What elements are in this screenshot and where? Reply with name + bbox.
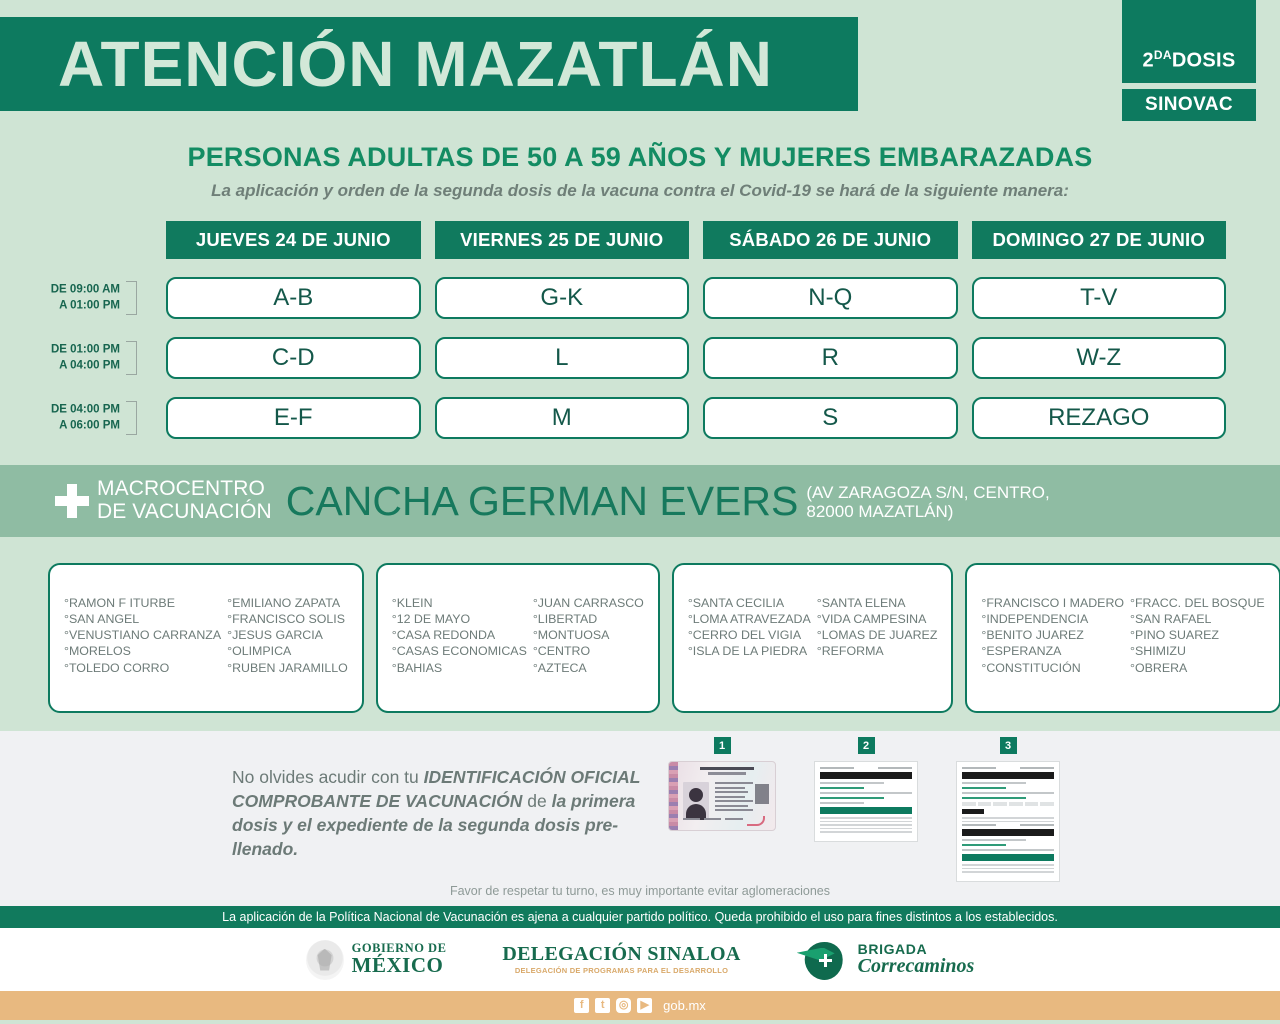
day-header-2: SÁBADO 26 DE JUNIO bbox=[703, 221, 958, 259]
form-paragraph bbox=[820, 831, 912, 833]
legal-disclaimer: La aplicación de la Política Nacional de Vacunación es ajena a cualquier partido político. Queda prohibido el uso para fines distintos a los establecidos. bbox=[0, 906, 1280, 928]
colonias-box-2 bbox=[672, 563, 954, 713]
colonia-item: °SANTA CECILIA bbox=[687, 596, 785, 610]
colonias-col-2-left bbox=[688, 595, 811, 711]
slot-0-2: N-Q bbox=[703, 277, 958, 319]
page-title: ATENCIÓN MAZATLÁN bbox=[58, 28, 773, 100]
colonia-item: °FRANCISCO I MADERO bbox=[981, 596, 1125, 610]
time-from-2: DE 04:00 PM bbox=[50, 403, 120, 416]
vaccine-badge bbox=[1122, 89, 1256, 121]
vaccination-certificate-image bbox=[814, 761, 918, 842]
colonias-col-3-right bbox=[1130, 595, 1265, 711]
gobierno-text bbox=[352, 942, 447, 976]
form-section-bar-2 bbox=[962, 854, 1054, 861]
slot-2-3: REZAGO bbox=[972, 397, 1227, 439]
colonia-item: °MONTUOSA bbox=[532, 628, 610, 643]
colonias-col-2-right bbox=[817, 595, 938, 711]
form-line bbox=[820, 797, 884, 799]
form-checkbox-grid bbox=[962, 802, 1054, 806]
address-line1: (AV ZARAGOZA S/N, CENTRO, bbox=[806, 482, 1050, 502]
macrocentro-label-line1: MACROCENTRO bbox=[97, 477, 265, 501]
form-title-bar bbox=[962, 772, 1054, 779]
form-paragraph bbox=[962, 868, 1054, 870]
colonia-item: °12 DE MAYO bbox=[391, 612, 471, 627]
colonias-col-1-right bbox=[533, 595, 644, 711]
audience-subtitle: PERSONAS ADULTAS DE 50 A 59 AÑOS Y MUJERES EMBARAZADAS bbox=[187, 142, 1093, 172]
colonia-item: °VENUSTIANO CARRANZA bbox=[64, 628, 222, 643]
gobierno-line1: GOBIERNO DE bbox=[351, 941, 447, 956]
form-header bbox=[820, 767, 912, 769]
page-title-bar bbox=[0, 17, 858, 111]
form-line bbox=[820, 792, 912, 794]
document-thumb-3 bbox=[956, 737, 1060, 882]
schedule-row-0 bbox=[50, 277, 1226, 319]
medical-cross-icon bbox=[55, 484, 89, 518]
doc-number-badge-3: 3 bbox=[1000, 737, 1017, 754]
dose-badge-label bbox=[1142, 48, 1235, 73]
brigada-line1: BRIGADA bbox=[857, 940, 928, 957]
colonia-item: °RAMON F ITURBE bbox=[64, 596, 175, 610]
colonia-item: °LOMA ATRAVEZADA bbox=[687, 612, 811, 627]
colonia-item: °CASA REDONDA bbox=[391, 628, 496, 643]
time-to-1: A 04:00 PM bbox=[59, 359, 120, 371]
form-line bbox=[962, 787, 1006, 789]
vaccination-expediente-image bbox=[956, 761, 1060, 882]
colonias-box-0 bbox=[48, 563, 364, 713]
colonia-item: °RUBEN JARAMILLO bbox=[227, 660, 348, 675]
colonias-box-3 bbox=[965, 563, 1280, 713]
form-paragraph bbox=[820, 821, 912, 823]
colonia-item: °JESUS GARCIA bbox=[227, 628, 323, 643]
slot-2-2: S bbox=[703, 397, 958, 439]
doc-number-badge-2: 2 bbox=[858, 737, 875, 754]
time-from-1: DE 01:00 PM bbox=[50, 343, 120, 356]
brigada-line2: Correcaminos bbox=[857, 955, 975, 978]
time-label-0 bbox=[0, 282, 120, 313]
dose-ordinal-suffix: DA bbox=[1153, 48, 1172, 63]
colonia-item: °FRANCISCO SOLIS bbox=[227, 612, 345, 627]
colonia-item: °OLIMPICA bbox=[227, 644, 292, 659]
time-from-0: DE 09:00 AM bbox=[50, 283, 120, 296]
macrocentro-address bbox=[806, 483, 1049, 521]
slot-1-0: C-D bbox=[166, 337, 421, 379]
colonias-col-3-left bbox=[981, 595, 1124, 711]
delegacion-line2: DELEGACIÓN DE PROGRAMAS PARA EL DESARROLLO bbox=[514, 966, 729, 976]
colonia-item: °OBRERA bbox=[1130, 660, 1188, 675]
schedule-row-1 bbox=[50, 337, 1226, 379]
slot-1-3: W-Z bbox=[972, 337, 1227, 379]
macrocentro-venue: CANCHA GERMAN EVERS bbox=[285, 477, 799, 524]
queue-reminder: Favor de respetar tu turno, es muy importante evitar aglomeraciones bbox=[449, 884, 831, 898]
documents-section bbox=[0, 731, 1280, 906]
day-header-3: DOMINGO 27 DE JUNIO bbox=[972, 221, 1227, 259]
row-bracket-0 bbox=[126, 281, 137, 315]
form-line bbox=[962, 797, 1026, 799]
form-line bbox=[820, 802, 864, 804]
form-paragraph bbox=[820, 817, 912, 819]
macrocentro-band bbox=[0, 465, 1280, 537]
colonia-item: °VIDA CAMPESINA bbox=[816, 612, 927, 627]
colonias-section bbox=[0, 537, 1280, 713]
colonia-item: °SAN RAFAEL bbox=[1130, 612, 1212, 627]
dose-word: DOSIS bbox=[1171, 50, 1236, 72]
form-header-2 bbox=[962, 824, 1054, 826]
form-line bbox=[962, 849, 1054, 851]
form-paragraph bbox=[962, 821, 1054, 823]
logo-delegacion-sinaloa bbox=[502, 944, 740, 975]
social-media-bar bbox=[0, 991, 1280, 1020]
colonias-col-0-left bbox=[64, 595, 221, 711]
twitter-icon[interactable]: t bbox=[595, 998, 610, 1013]
delegacion-line1: DELEGACIÓN SINALOA bbox=[502, 943, 741, 966]
day-header-0: JUEVES 24 DE JUNIO bbox=[166, 221, 421, 259]
instruction-note: La aplicación y orden de la segunda dosis de la vacuna contra el Covid-19 se hará de la siguiente manera: bbox=[211, 181, 1069, 200]
form-line bbox=[820, 787, 864, 789]
form-header bbox=[962, 767, 1054, 769]
form-line bbox=[962, 844, 1006, 846]
address-line2: 82000 MAZATLÁN) bbox=[806, 502, 954, 521]
colonia-item: °BAHIAS bbox=[391, 660, 443, 675]
form-title-bar-2 bbox=[962, 829, 1054, 836]
ine-hologram-strip bbox=[669, 762, 678, 830]
youtube-icon[interactable]: ▶ bbox=[637, 998, 652, 1013]
colonias-col-0-right bbox=[227, 595, 348, 711]
colonia-item: °AZTECA bbox=[532, 660, 587, 675]
form-title-bar bbox=[820, 772, 912, 779]
roadrunner-bird-icon bbox=[797, 938, 849, 982]
colonia-item: °CASAS ECONOMICAS bbox=[391, 644, 527, 659]
ine-header-lines bbox=[683, 767, 771, 778]
schedule-table bbox=[0, 221, 1280, 439]
colonia-item: °SHIMIZU bbox=[1130, 644, 1186, 659]
colonia-item: °CONSTITUCIÓN bbox=[981, 660, 1081, 675]
ine-voter-id-image bbox=[668, 761, 776, 831]
row-bracket-2 bbox=[126, 401, 137, 435]
bird-cross-icon bbox=[819, 954, 832, 967]
doc-number-badge-1: 1 bbox=[714, 737, 731, 754]
colonia-item: °LOMAS DE JUAREZ bbox=[816, 628, 938, 643]
document-thumb-2 bbox=[814, 737, 918, 842]
dose-badge bbox=[1122, 0, 1256, 83]
colonia-item: °BENITO JUAREZ bbox=[981, 628, 1084, 643]
form-line bbox=[962, 782, 1026, 784]
dose-number: 2 bbox=[1142, 50, 1154, 72]
colonia-item: °ESPERANZA bbox=[981, 644, 1062, 659]
header bbox=[0, 0, 1280, 128]
form-paragraph bbox=[962, 864, 1054, 866]
gobierno-line2: MÉXICO bbox=[351, 953, 444, 978]
colonias-box-1 bbox=[376, 563, 660, 713]
form-paragraph bbox=[962, 817, 1054, 819]
mexican-eagle-icon bbox=[306, 940, 344, 980]
schedule-row-2 bbox=[50, 397, 1226, 439]
ine-fingerprint-seal bbox=[755, 784, 769, 804]
vaccine-name: SINOVAC bbox=[1145, 94, 1233, 115]
colonia-item: °FRACC. DEL BOSQUE bbox=[1130, 596, 1265, 610]
macrocentro-label-line2: DE VACUNACIÓN bbox=[97, 500, 272, 523]
form-paragraph bbox=[820, 824, 912, 826]
footer-logos bbox=[0, 928, 1280, 991]
instagram-icon[interactable]: ◎ bbox=[616, 998, 631, 1013]
document-thumb-1 bbox=[668, 737, 776, 831]
row-bracket-1 bbox=[126, 341, 137, 375]
form-paragraph bbox=[820, 828, 912, 830]
documents-instruction bbox=[232, 765, 662, 862]
documents-thumbnails bbox=[668, 737, 1060, 882]
macrocentro-label bbox=[97, 478, 272, 523]
form-section-bar bbox=[820, 807, 912, 814]
colonia-item: °CENTRO bbox=[532, 644, 591, 659]
time-label-1 bbox=[0, 342, 120, 373]
colonia-item: °KLEIN bbox=[391, 596, 433, 610]
form-paragraph bbox=[962, 871, 1054, 873]
docs-intro-plain2: de bbox=[522, 791, 552, 812]
facebook-icon[interactable]: f bbox=[574, 998, 589, 1013]
form-line bbox=[962, 839, 1026, 841]
slot-0-1: G-K bbox=[435, 277, 690, 319]
colonia-item: °SANTA ELENA bbox=[816, 596, 906, 610]
slot-1-2: R bbox=[703, 337, 958, 379]
slot-1-1: L bbox=[435, 337, 690, 379]
brigada-text bbox=[858, 942, 975, 978]
slot-0-3: T-V bbox=[972, 277, 1227, 319]
docs-intro-bold1: IDENTIFICACIÓN OFICIAL COMPROBANTE DE VACUNACIÓN bbox=[232, 767, 641, 812]
colonia-item: °EMILIANO ZAPATA bbox=[227, 596, 341, 610]
colonia-item: °JUAN CARRASCO bbox=[532, 596, 644, 610]
docs-intro-plain: No olvides acudir con tu bbox=[232, 767, 424, 787]
colonia-item: °TOLEDO CORRO bbox=[64, 660, 170, 675]
form-line bbox=[820, 782, 884, 784]
colonia-item: °PINO SUAREZ bbox=[1130, 628, 1219, 643]
time-to-0: A 01:00 PM bbox=[59, 299, 120, 311]
schedule-day-headers bbox=[166, 221, 1226, 259]
form-line bbox=[962, 792, 1054, 794]
gobmx-label: gob.mx bbox=[663, 998, 706, 1013]
time-label-2 bbox=[0, 402, 120, 433]
colonia-item: °CERRO DEL VIGIA bbox=[687, 628, 802, 643]
form-dark-button bbox=[962, 809, 984, 814]
colonias-col-1-left bbox=[392, 595, 527, 711]
logo-gobierno-de-mexico bbox=[306, 940, 447, 980]
slot-2-1: M bbox=[435, 397, 690, 439]
day-header-1: VIERNES 25 DE JUNIO bbox=[435, 221, 690, 259]
colonia-item: °MORELOS bbox=[64, 644, 131, 659]
slot-0-0: A-B bbox=[166, 277, 421, 319]
colonia-item: °LIBERTAD bbox=[532, 612, 598, 627]
colonia-item: °SAN ANGEL bbox=[64, 612, 140, 627]
logo-brigada-correcaminos bbox=[797, 938, 975, 982]
docs-intro-bold2: la primera dosis y el expediente de la segunda dosis pre-llenado. bbox=[232, 791, 636, 860]
colonia-item: °REFORMA bbox=[816, 644, 884, 659]
slot-2-0: E-F bbox=[166, 397, 421, 439]
colonia-item: °INDEPENDENCIA bbox=[981, 612, 1089, 627]
time-to-2: A 06:00 PM bbox=[59, 419, 120, 431]
colonia-item: °ISLA DE LA PIEDRA bbox=[687, 644, 808, 659]
